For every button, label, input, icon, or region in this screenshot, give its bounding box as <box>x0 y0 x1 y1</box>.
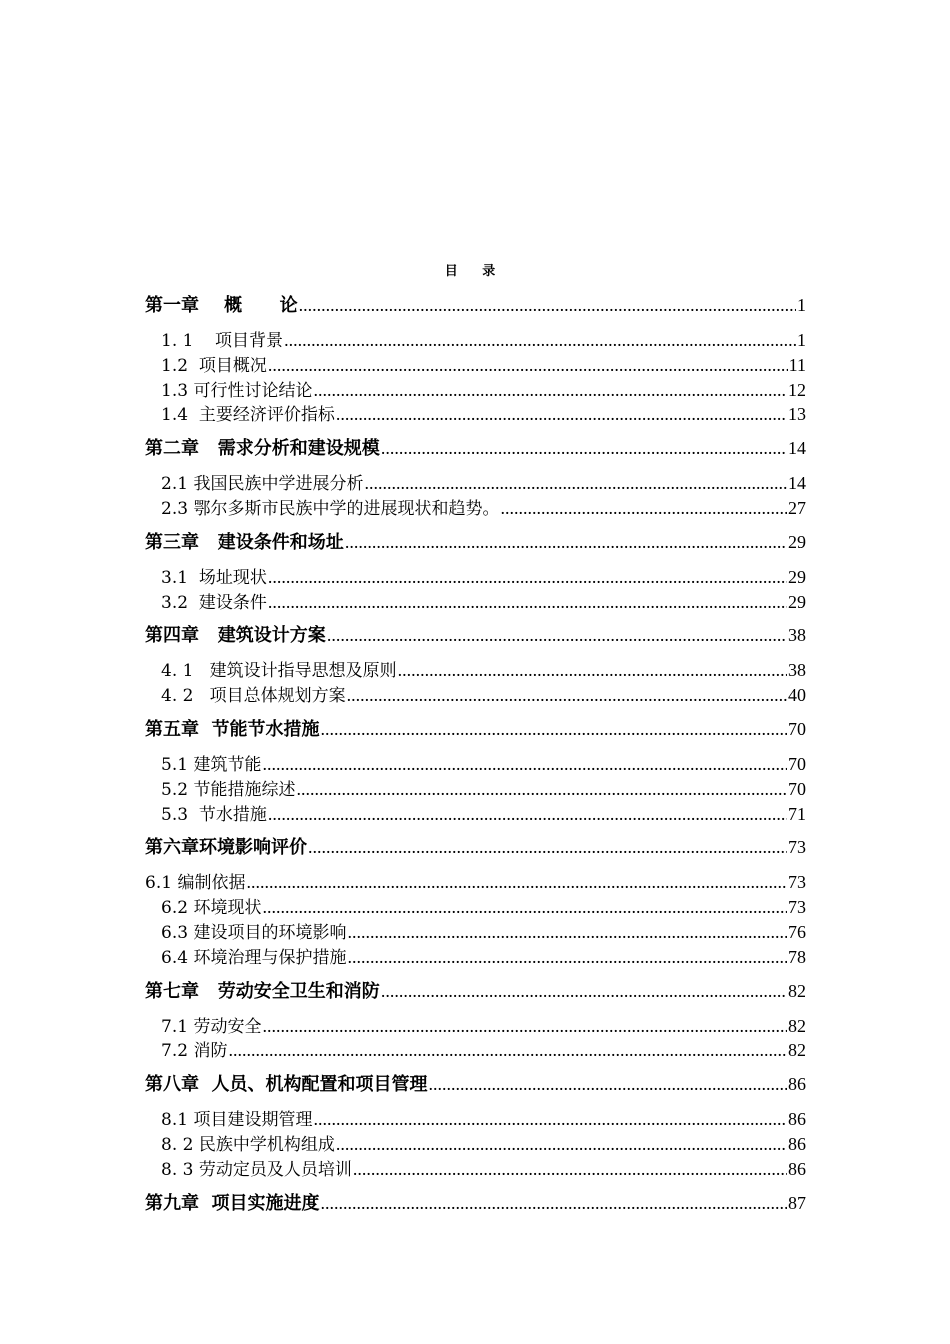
dot-leader <box>353 1157 787 1182</box>
section-title: 5.3 节水措施 <box>161 804 267 825</box>
chapter-title: 第三章 建设条件和场址 <box>145 531 344 553</box>
dot-leader <box>313 1107 787 1132</box>
toc-chapter-entry[interactable] <box>145 1067 806 1101</box>
section-page-number: 27 <box>788 497 806 518</box>
dot-leader <box>327 618 787 652</box>
section-group <box>145 658 806 708</box>
toc-chapter-entry[interactable] <box>145 618 806 652</box>
toc-section-entry[interactable] <box>145 496 806 521</box>
toc-section-entry[interactable] <box>145 920 806 945</box>
chapter-page-number: 1 <box>797 295 806 315</box>
section-group <box>145 565 806 615</box>
toc-section-entry[interactable] <box>145 1157 806 1182</box>
section-group <box>145 471 806 521</box>
table-of-contents <box>145 288 806 1220</box>
toc-section-entry[interactable] <box>145 1014 806 1039</box>
toc-title: 目 录 <box>444 264 506 279</box>
chapter-page-number: 29 <box>788 531 806 552</box>
toc-chapter-entry[interactable] <box>145 525 806 559</box>
dot-leader <box>336 1132 787 1157</box>
dot-leader <box>268 802 787 827</box>
dot-leader <box>398 658 787 683</box>
dot-leader <box>268 353 788 378</box>
dot-leader <box>299 288 796 322</box>
toc-section-entry[interactable] <box>145 565 806 590</box>
toc-section-entry[interactable] <box>145 870 806 895</box>
section-page-number: 73 <box>788 872 806 893</box>
section-page-number: 86 <box>788 1133 806 1154</box>
chapter-title: 第二章 需求分析和建设规模 <box>145 438 380 460</box>
dot-leader <box>262 752 787 777</box>
dot-leader <box>429 1067 787 1101</box>
toc-section-entry[interactable] <box>145 802 806 827</box>
toc-section-entry[interactable] <box>145 683 806 708</box>
toc-chapter-entry[interactable] <box>145 712 806 746</box>
toc-chapter-entry[interactable] <box>145 830 806 864</box>
toc-section-entry[interactable] <box>145 777 806 802</box>
dot-leader <box>500 496 787 521</box>
dot-leader <box>296 777 787 802</box>
section-title: 1.3 可行性讨论结论 <box>161 380 313 401</box>
dot-leader <box>347 920 787 945</box>
section-page-number: 71 <box>788 803 806 824</box>
dot-leader <box>321 712 787 746</box>
section-page-number: 29 <box>788 591 806 612</box>
toc-section-entry[interactable] <box>145 471 806 496</box>
section-title: 7.2 消防 <box>161 1041 228 1062</box>
dot-leader <box>364 471 787 496</box>
section-page-number: 82 <box>788 1015 806 1036</box>
section-title: 5.1 建筑节能 <box>161 754 262 775</box>
section-title: 1.2 项目概况 <box>161 355 267 376</box>
section-page-number: 73 <box>788 897 806 918</box>
chapter-page-number: 38 <box>788 625 806 646</box>
section-page-number: 86 <box>788 1109 806 1130</box>
toc-section-entry[interactable] <box>145 1132 806 1157</box>
section-group <box>145 328 806 427</box>
section-page-number: 78 <box>788 946 806 967</box>
toc-chapter-entry[interactable] <box>145 974 806 1008</box>
dot-leader <box>268 590 787 615</box>
section-title: 6.4 环境治理与保护措施 <box>161 947 347 968</box>
section-page-number: 12 <box>788 379 806 400</box>
chapter-title: 第六章环境影响评价 <box>145 837 307 859</box>
toc-section-entry[interactable] <box>145 945 806 970</box>
section-title: 6.2 环境现状 <box>161 898 262 919</box>
chapter-page-number: 86 <box>788 1074 806 1095</box>
chapter-page-number: 73 <box>788 837 806 858</box>
dot-leader <box>347 683 787 708</box>
section-title: 2.1 我国民族中学进展分析 <box>161 474 364 495</box>
section-page-number: 29 <box>788 566 806 587</box>
section-title: 6.3 建设项目的环境影响 <box>161 922 347 943</box>
dot-leader <box>313 378 787 403</box>
section-title: 4. 1 建筑设计指导思想及原则 <box>161 661 397 682</box>
dot-leader <box>284 328 796 353</box>
section-page-number: 70 <box>788 753 806 774</box>
section-page-number: 11 <box>788 354 806 375</box>
chapter-title: 第五章 节能节水措施 <box>145 718 320 740</box>
toc-chapter-entry[interactable] <box>145 431 806 465</box>
chapter-page-number: 82 <box>788 980 806 1001</box>
section-page-number: 70 <box>788 778 806 799</box>
section-page-number: 40 <box>788 685 806 706</box>
dot-leader <box>321 1186 787 1220</box>
section-title: 8. 3 劳动定员及人员培训 <box>161 1159 352 1180</box>
section-title: 7.1 劳动安全 <box>161 1016 262 1037</box>
toc-section-entry[interactable] <box>145 895 806 920</box>
section-group <box>145 1014 806 1064</box>
section-title: 1.4 主要经济评价指标 <box>161 405 335 426</box>
dot-leader <box>228 1038 787 1063</box>
section-title: 3.2 建设条件 <box>161 592 267 613</box>
section-title: 1. 1 项目背景 <box>161 331 284 351</box>
section-page-number: 76 <box>788 921 806 942</box>
section-page-number: 86 <box>788 1158 806 1179</box>
section-group <box>145 1107 806 1181</box>
dot-leader <box>246 870 787 895</box>
chapter-title: 第四章 建筑设计方案 <box>145 625 326 647</box>
dot-leader <box>262 1014 787 1039</box>
toc-section-entry[interactable] <box>145 658 806 683</box>
chapter-title: 第一章 概 论 <box>145 295 298 316</box>
section-title: 3.1 场址现状 <box>161 567 267 588</box>
toc-section-entry[interactable] <box>145 378 806 403</box>
section-page-number: 82 <box>788 1040 806 1061</box>
dot-leader <box>381 974 787 1008</box>
chapter-page-number: 14 <box>788 438 806 459</box>
dot-leader <box>308 830 787 864</box>
dot-leader <box>268 565 787 590</box>
section-group <box>145 752 806 826</box>
section-page-number: 14 <box>788 473 806 494</box>
toc-section-entry[interactable] <box>145 328 806 353</box>
chapter-title: 第七章 劳动安全卫生和消防 <box>145 980 380 1002</box>
chapter-title: 第九章 项目实施进度 <box>145 1192 320 1214</box>
section-page-number: 1 <box>797 330 806 350</box>
toc-section-entry[interactable] <box>145 1107 806 1132</box>
section-title: 5.2 节能措施综述 <box>161 779 296 800</box>
toc-section-entry[interactable] <box>145 353 806 378</box>
chapter-page-number: 70 <box>788 718 806 739</box>
toc-section-entry[interactable] <box>145 1038 806 1063</box>
dot-leader <box>381 431 787 465</box>
chapter-title: 第八章 人员、机构配置和项目管理 <box>145 1074 428 1096</box>
toc-section-entry[interactable] <box>145 590 806 615</box>
chapter-page-number: 87 <box>788 1192 806 1213</box>
section-title: 6.1 编制依据 <box>145 873 246 894</box>
section-title: 4. 2 项目总体规划方案 <box>161 686 346 707</box>
toc-chapter-entry[interactable] <box>145 288 806 322</box>
dot-leader <box>345 525 787 559</box>
section-group <box>145 870 806 969</box>
dot-leader <box>262 895 787 920</box>
toc-section-entry[interactable] <box>145 402 806 427</box>
dot-leader <box>347 945 787 970</box>
toc-section-entry[interactable] <box>145 752 806 777</box>
section-title: 8. 2 民族中学机构组成 <box>161 1134 335 1155</box>
section-title: 2.3 鄂尔多斯市民族中学的进展现状和趋势。 <box>161 498 500 519</box>
section-page-number: 13 <box>788 404 806 425</box>
toc-chapter-entry[interactable] <box>145 1186 806 1220</box>
section-title: 8.1 项目建设期管理 <box>161 1110 313 1131</box>
section-page-number: 38 <box>788 660 806 681</box>
dot-leader <box>336 402 787 427</box>
